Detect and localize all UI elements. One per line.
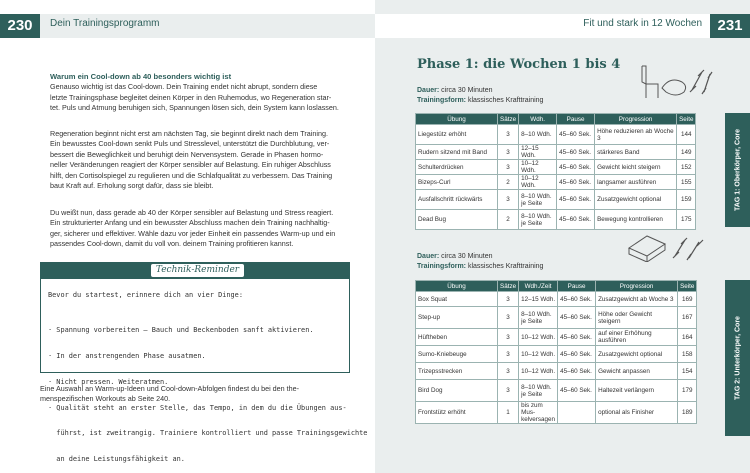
paragraph-2 — [50, 129, 350, 191]
table-row — [416, 190, 696, 210]
text-line: Ein bewusstes Cool-down senkt Puls und Stresslevel, unterstützt die Durchblutung, ver- — [50, 139, 330, 149]
table-row — [416, 363, 697, 380]
table-cell: 12–15 Wdh. — [519, 145, 557, 160]
table-cell: Ausfallschritt rückwärts — [416, 190, 498, 210]
table-cell: 45–60 Sek. — [557, 125, 595, 145]
table-cell: 179 — [678, 380, 697, 402]
day1-tag-label: TAG 1: Oberkörper, Core — [734, 129, 741, 211]
table-cell: 10–12 Wdh. — [519, 160, 557, 175]
table-cell: Step-up — [416, 307, 498, 329]
table-cell: Gewicht leicht steigern — [595, 160, 677, 175]
table-cell: 45–60 Sek. — [557, 160, 595, 175]
list-item: · Spannung vorbereiten – Bauch und Beckenboden sanft aktivieren. — [48, 326, 314, 335]
text-line: ger, sicherer und effektiver. Wähle dazu vor jeder Einheit ein passendes Warm-up und ein — [50, 228, 336, 238]
table-cell: 45–60 Sek. — [558, 307, 596, 329]
section-subhead: Warum ein Cool-down ab 40 besonders wichtig ist — [50, 72, 232, 81]
table-cell: bis zum Mus-kelversagen — [519, 402, 558, 424]
list-item: an deine Leistungsfähigkeit an. — [48, 455, 185, 464]
trainingsform-value: klassisches Krafttraining — [467, 262, 544, 270]
table-cell: Zusatzgewicht optional — [595, 190, 677, 210]
trainingsform-label: Trainingsform: — [417, 262, 467, 270]
text-line: baut Kraft auf. Erholung sorgt dafür, dass sie bleibt. — [50, 181, 214, 191]
table-cell: 1 — [498, 402, 519, 424]
right-page — [375, 0, 750, 473]
text-line: Eine Auswahl an Warm-up-Ideen und Cool-down-Abfolgen findest du bei den the- — [40, 384, 300, 393]
table-cell: Rudern sitzend mit Band — [416, 145, 498, 160]
table-cell: 3 — [498, 160, 519, 175]
table-cell: 3 — [498, 125, 519, 145]
phase-title: Phase 1: die Wochen 1 bis 4 — [417, 57, 621, 72]
equipment-icons-2 — [625, 228, 710, 262]
table-cell: Zusatzgewicht ab Woche 3 — [596, 292, 678, 307]
page-number: 231 — [710, 14, 750, 38]
table-cell: 45–60 Sek. — [558, 346, 596, 363]
table-cell: Höhe oder Gewicht steigern — [596, 307, 678, 329]
column-header: Sätze — [498, 281, 519, 292]
table-cell: Bewegung kontrollieren — [595, 210, 677, 230]
list-item: · Qualität steht an erster Stelle, das Tempo, in dem du die Übungen aus- — [48, 403, 347, 412]
table-cell: Box Squat — [416, 292, 498, 307]
table-cell: 3 — [498, 145, 519, 160]
text-line: bessert die Beweglichkeit und beruhigt dein Nervensystem. Gerade in Phasen hormo- — [50, 149, 324, 159]
table-cell: 8–10 Wdh. je Seite — [519, 210, 557, 230]
chair-icon — [642, 66, 658, 98]
table-row — [416, 210, 696, 230]
table-cell: 3 — [498, 307, 519, 329]
table-cell: 45–60 Sek. — [558, 292, 596, 307]
table-cell: 10–12 Wdh. — [519, 329, 558, 346]
dauer-value: circa 30 Minuten — [441, 253, 493, 260]
table-cell: stärkeres Band — [595, 145, 677, 160]
table-cell: 8–10 Wdh. je Seite — [519, 307, 558, 329]
table-cell: 12–15 Wdh. — [519, 292, 558, 307]
table-cell: langsamer ausführen — [595, 175, 677, 190]
column-header: Pause — [558, 281, 596, 292]
table-cell: 45–60 Sek. — [558, 380, 596, 402]
workout-table-day1 — [415, 113, 696, 230]
page-number: 230 — [0, 14, 40, 38]
text-line: hilft, den Cortisolspiegel zu regulieren und die Schlafqualität zu verbessern. Das Training — [50, 170, 333, 180]
trainingsform-label: Trainingsform: — [417, 96, 467, 104]
table-cell: 3 — [498, 363, 519, 380]
table-cell: 2 — [498, 175, 519, 190]
step-box-icon — [629, 236, 665, 262]
table-cell: 45–60 Sek. — [557, 175, 595, 190]
reminder-box-label: Technik-Reminder — [150, 263, 245, 278]
table-header-row — [416, 114, 696, 125]
table-cell: Zusatzgewicht optional — [596, 346, 678, 363]
table-cell: Bird Dog — [416, 380, 498, 402]
table-cell: 45–60 Sek. — [557, 190, 595, 210]
column-header: Seite — [677, 114, 696, 125]
table-cell: 3 — [498, 329, 519, 346]
dumbbell-icon — [690, 70, 712, 94]
table-row — [416, 346, 697, 363]
table-cell: 3 — [498, 380, 519, 402]
table-row — [416, 307, 697, 329]
text-line: neller Veränderungen reagiert der Körper sensibler auf Belastung. Ein ruhiger Abschluss — [50, 160, 331, 170]
column-header: Progression — [595, 114, 677, 125]
table-cell: Liegestütz erhöht — [416, 125, 498, 145]
table-cell: Dead Bug — [416, 210, 498, 230]
table-header-row — [416, 281, 697, 292]
table-cell: 8–10 Wdh. — [519, 125, 557, 145]
footer-note — [40, 384, 360, 405]
block1-meta — [417, 86, 543, 105]
table-row — [416, 175, 696, 190]
resistance-band-icon — [662, 80, 686, 95]
trainingsform-value: klassisches Krafttraining — [467, 96, 544, 104]
day1-tag — [725, 113, 750, 227]
table-cell: 10–12 Wdh. — [519, 346, 558, 363]
table-cell: 189 — [678, 402, 697, 424]
workout-table-day2 — [415, 280, 697, 424]
text-line: tet. Puls und Atmung beruhigen sich, Spannungen lösen sich, dein System kann loslassen. — [50, 103, 339, 113]
table-cell: 45–60 Sek. — [558, 363, 596, 380]
intro-section — [50, 72, 350, 114]
dumbbell-icon — [673, 238, 703, 260]
table-cell: 3 — [498, 190, 519, 210]
day2-tag — [725, 280, 750, 436]
column-header: Sätze — [498, 114, 519, 125]
dauer-label: Dauer: — [417, 87, 440, 94]
running-head: Fit und stark in 12 Wochen — [583, 18, 702, 29]
column-header: Übung — [416, 281, 498, 292]
table-cell: Hüftheben — [416, 329, 498, 346]
table-cell: 154 — [678, 363, 697, 380]
table-cell: 45–60 Sek. — [557, 145, 595, 160]
table-cell: 167 — [678, 307, 697, 329]
column-header: Wdh. — [519, 114, 557, 125]
table-row — [416, 160, 696, 175]
dauer-value: circa 30 Minuten — [441, 87, 493, 94]
table-cell: 159 — [677, 190, 696, 210]
equipment-icons-1 — [640, 62, 715, 102]
day2-tag-label: TAG 2: Unterkörper, Core — [734, 316, 741, 400]
text-line: Du weißt nun, dass gerade ab 40 der Körper sensibler auf Belastung und Stress reagiert. — [50, 208, 334, 217]
reminder-intro: Bevor du startest, erinnere dich an vier Dinge: — [48, 291, 243, 299]
table-cell: Frontstütz erhöht — [416, 402, 498, 424]
list-item: führst, ist zweitrangig. Trainiere kontrolliert und passe Trainingsgewichte — [48, 429, 368, 438]
table-cell: Trizepsstrecken — [416, 363, 498, 380]
table-row — [416, 380, 697, 402]
dauer-label: Dauer: — [417, 253, 440, 260]
column-header: Übung — [416, 114, 498, 125]
table-row — [416, 125, 696, 145]
table-cell: Bizeps-Curl — [416, 175, 498, 190]
table-cell: Haltezeit verlängern — [596, 380, 678, 402]
table-cell: Gewicht anpassen — [596, 363, 678, 380]
table-row — [416, 292, 697, 307]
table-cell: auf einer Erhöhung ausführen — [596, 329, 678, 346]
table-row — [416, 402, 697, 424]
block2-meta — [417, 252, 543, 271]
table-cell: 45–60 Sek. — [557, 210, 595, 230]
text-line: menspezifischen Workouts ab Seite 240. — [40, 394, 171, 404]
table-cell: 8–10 Wdh. je Seite — [519, 190, 557, 210]
paragraph-1 — [50, 82, 350, 113]
text-line: letzte Trainingsphase begleitet deinen Körper in den Ruhemodus, wo Regeneration star- — [50, 92, 332, 102]
text-line: Regeneration beginnt nicht erst am nächsten Tag, sie beginnt direkt nach dem Training. — [50, 129, 328, 138]
table-cell: 175 — [677, 210, 696, 230]
table-cell: 144 — [677, 125, 696, 145]
list-item: · In der anstrengenden Phase ausatmen. — [48, 351, 206, 360]
text-line: Genauso wichtig ist das Cool-down. Dein Training endet nicht abrupt, sondern diese — [50, 82, 318, 92]
paragraph-3 — [50, 208, 350, 250]
table-cell: Höhe reduzieren ab Woche 3 — [595, 125, 677, 145]
table-cell: 158 — [678, 346, 697, 363]
table-cell: Schulterdrücken — [416, 160, 498, 175]
column-header: Pause — [557, 114, 595, 125]
table-cell: 2 — [498, 210, 519, 230]
table-cell: 10–12 Wdh. — [519, 175, 557, 190]
table-cell: 8–10 Wdh. je Seite — [519, 380, 558, 402]
table-cell — [558, 402, 596, 424]
column-header: Progression — [596, 281, 678, 292]
column-header: Wdh./Zeit — [519, 281, 558, 292]
list-item: · Nicht pressen. Weiteratmen. — [48, 377, 169, 386]
table-row — [416, 145, 696, 160]
table-cell: optional als Finisher — [596, 402, 678, 424]
table-row — [416, 329, 697, 346]
table-cell: 155 — [677, 175, 696, 190]
text-line: Ein strukturierter Anfang und ein bewusster Abschluss machen dein Training nachhaltig- — [50, 218, 330, 228]
table-cell: 3 — [498, 346, 519, 363]
table-cell: 164 — [678, 329, 697, 346]
table-cell: 152 — [677, 160, 696, 175]
text-line: passendes Cool-down, damit du voll von. deinem Training profitieren kannst. — [50, 239, 294, 249]
table-cell: 10–12 Wdh. — [519, 363, 558, 380]
running-head: Dein Trainingsprogramm — [50, 18, 160, 29]
table-cell: 3 — [498, 292, 519, 307]
table-cell: 45–60 Sek. — [558, 329, 596, 346]
table-cell: 149 — [677, 145, 696, 160]
table-cell: Sumo-Kniebeuge — [416, 346, 498, 363]
table-cell: 169 — [678, 292, 697, 307]
column-header: Seite — [678, 281, 697, 292]
